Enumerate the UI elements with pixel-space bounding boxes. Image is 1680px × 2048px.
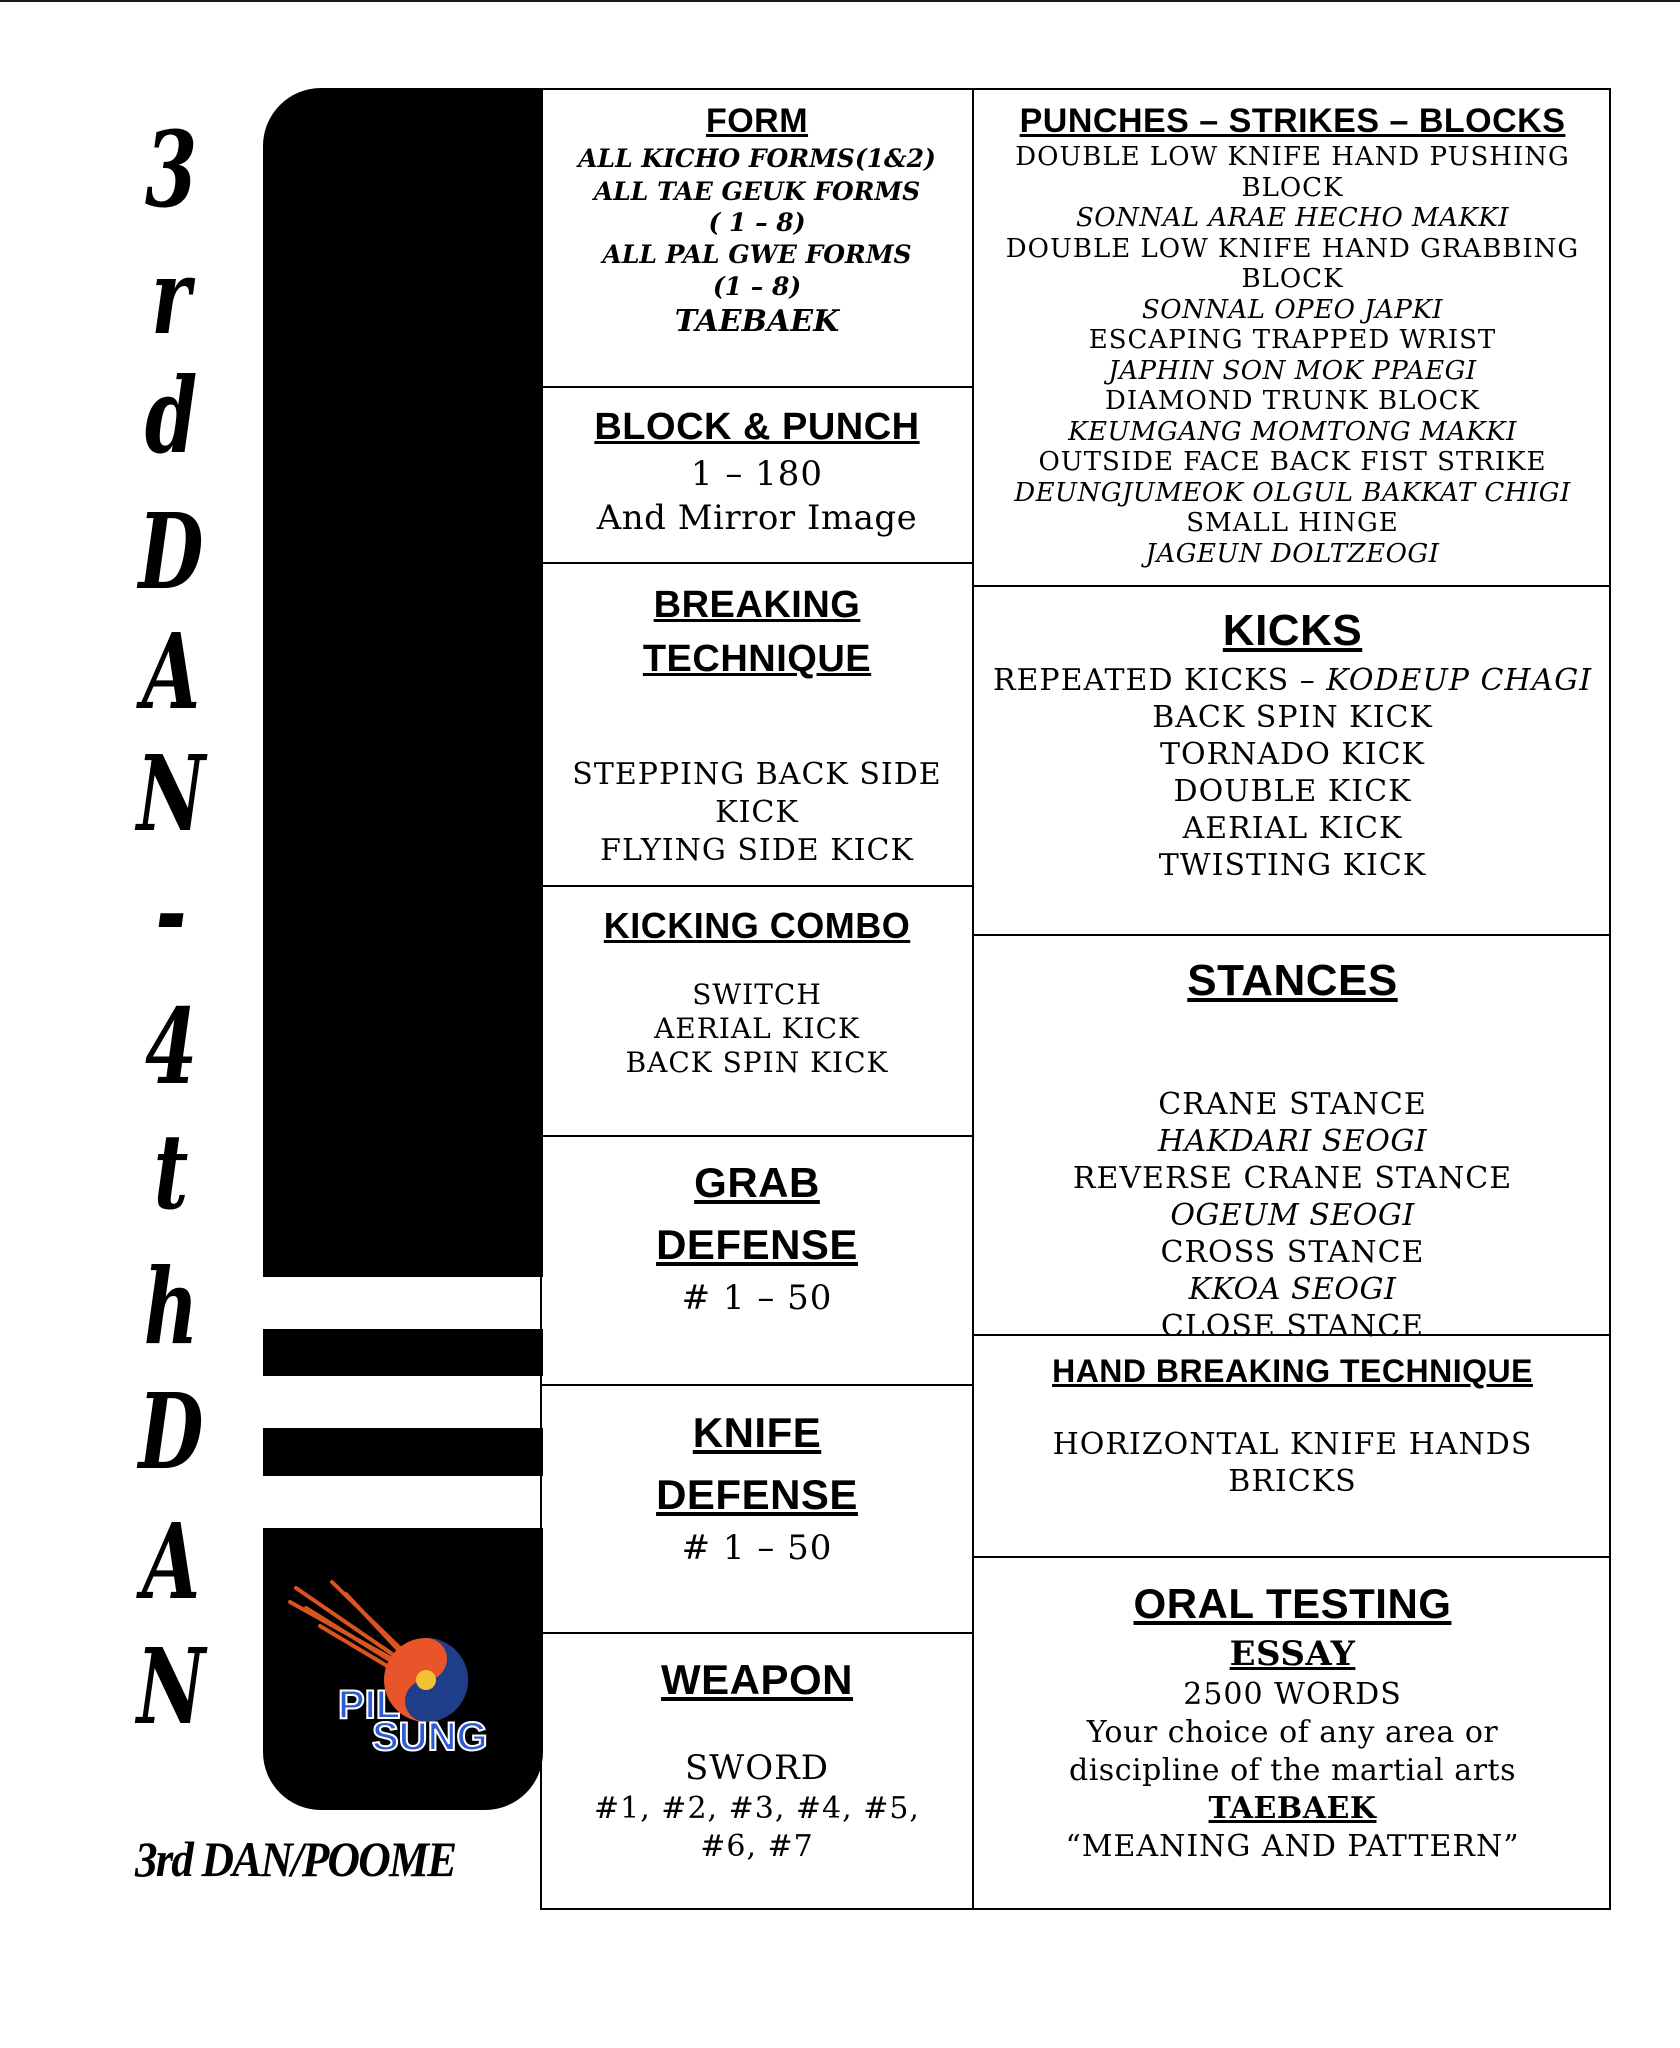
row-divider [540,1632,973,1634]
stances-line: CRANE STANCE [1158,1087,1427,1122]
row-divider [972,1556,1611,1558]
grab-defense-heading: DEFENSE [656,1221,858,1268]
knife-defense-section [542,1402,972,1570]
row-divider [540,386,973,388]
form-line: ALL PAL GWE FORMS [602,240,912,269]
oral-line: “MEANING AND PATTERN” [1065,1829,1520,1864]
form-line: ( 1 – 8) [708,208,806,237]
kicks-line: TWISTING KICK [1158,848,1427,883]
punches-line: DOUBLE LOW KNIFE HAND PUSHING [1015,142,1570,172]
block-punch-heading: BLOCK & PUNCH [594,406,920,448]
title-letter: h [143,1245,199,1368]
knife-defense-heading: DEFENSE [656,1471,858,1518]
breaking-section [542,578,972,870]
title-letter: d [144,354,198,477]
row-divider [540,562,973,564]
kicks-line: AERIAL KICK [1182,811,1403,846]
hand-breaking-section [974,1350,1611,1500]
stances-line: KKOA SEOGI [1188,1272,1397,1307]
logo-text-sung: SUNG [372,1715,488,1759]
grab-defense-section [542,1152,972,1320]
punches-line: BLOCK [1241,264,1344,294]
punches-list [974,142,1611,569]
belt-stripe [263,1376,543,1428]
form-section [542,100,972,342]
punches-line: KEUMGANG MOMTONG MAKKI [1068,416,1517,447]
breaking-line: FLYING SIDE KICK [600,833,914,868]
block-punch-line: 1 – 180 [690,454,824,494]
punches-line: JAGEUN DOLTZEOGI [1145,538,1440,569]
title-letter: - [155,850,187,973]
row-divider [972,585,1611,587]
punches-line: SMALL HINGE [1186,508,1399,538]
essay-subheading: ESSAY [1229,1634,1356,1674]
kicking-combo-line: AERIAL KICK [654,1012,860,1045]
title-letter: N [136,732,206,855]
belt-stripe [263,1277,543,1329]
kicking-combo-section [542,902,972,1080]
punches-heading: PUNCHES – STRIKES – BLOCKS [1019,102,1566,140]
hand-breaking-line: BRICKS [1228,1464,1357,1499]
kicks-line: TORNADO KICK [1160,737,1425,772]
kicks-heading: KICKS [1222,606,1363,655]
punches-line: JAPHIN SON MOK PPAEGI [1108,355,1477,386]
punches-line: DIAMOND TRUNK BLOCK [1105,386,1480,416]
knife-defense-heading: KNIFE [692,1409,822,1456]
title-letter: r [151,235,191,358]
footer-label: 3rd DAN/POOME [135,1831,456,1887]
black-belt-graphic [263,88,543,1810]
stances-line: REVERSE CRANE STANCE [1072,1161,1513,1196]
title-letter: N [136,1625,206,1748]
grab-defense-heading: GRAB [694,1159,820,1206]
breaking-heading: BREAKING [653,584,861,626]
form-line: (1 – 8) [712,272,802,301]
stances-list [974,1086,1611,1345]
title-letter: A [141,610,201,733]
hand-breaking-heading: HAND BREAKING TECHNIQUE [1052,1353,1533,1389]
row-divider [972,934,1611,936]
weapon-line: #1, #2, #3, #4, #5, [594,1791,920,1826]
form-line: ALL TAE GEUK FORMS [593,177,921,206]
block-punch-line: And Mirror Image [596,498,918,538]
punches-line: SONNAL OPEO JAPKI [1141,294,1444,325]
top-rule [0,0,1680,2]
weapon-line: SWORD [685,1748,829,1788]
knife-defense-line: # 1 – 50 [681,1528,833,1568]
oral-line: discipline of the martial arts [1069,1753,1516,1788]
kicks-line [974,662,1611,699]
hand-breaking-line: HORIZONTAL KNIFE HANDS [1052,1427,1533,1462]
taebaek-subheading: TAEBAEK [1208,1791,1377,1826]
logo-text-pil: PIL [338,1683,401,1727]
oral-testing-section [974,1576,1611,1866]
kicks-section [974,600,1611,884]
stances-line: HAKDARI SEOGI [1157,1124,1428,1159]
punches-line: BLOCK [1241,172,1344,203]
belt-stripe [263,1476,543,1528]
stances-line: CLOSE STANCE [1160,1309,1425,1344]
breaking-line: STEPPING BACK SIDE [572,757,942,792]
form-heading: FORM [705,102,809,140]
kicks-line-korean: KODEUP CHAGI [1326,663,1593,698]
stances-line: OGEUM SEOGI [1170,1198,1415,1233]
weapon-heading: WEAPON [661,1656,853,1703]
stances-line: CROSS STANCE [1160,1235,1425,1270]
oral-line: 2500 WORDS [1183,1677,1402,1712]
breaking-heading: TECHNIQUE [642,638,872,680]
punches-line: DOUBLE LOW KNIFE HAND GRABBING [1005,233,1580,264]
punches-line: SONNAL ARAE HECHO MAKKI [1075,203,1510,233]
punches-strikes-blocks-section [974,100,1611,569]
kicking-combo-line: SWITCH [692,978,822,1011]
kicks-line: DOUBLE KICK [1173,774,1412,809]
form-line: TAEBAEK [674,304,840,339]
weapon-line: #6, #7 [700,1829,814,1864]
kicking-combo-line: BACK SPIN KICK [625,1046,889,1079]
punches-line: ESCAPING TRAPPED WRIST [1088,325,1497,355]
title-letter: t [153,1110,189,1233]
stances-heading: STANCES [1187,956,1398,1005]
row-divider [540,1135,973,1137]
kicking-combo-heading: KICKING COMBO [603,905,911,946]
title-letter: 3 [144,108,198,231]
title-letter: D [138,1370,204,1493]
kicks-line-plain: REPEATED KICKS – [992,663,1327,698]
title-letter: A [141,1500,201,1623]
row-divider [540,1384,973,1386]
kicks-line: BACK SPIN KICK [1152,700,1433,735]
weapon-section [542,1652,972,1866]
form-line: ALL KICHO FORMS(1&2) [578,144,936,173]
oral-testing-heading: ORAL TESTING [1133,1580,1452,1627]
punches-line: DEUNGJUMEOK OLGUL BAKKAT CHIGI [1014,477,1571,508]
grab-defense-line: # 1 – 50 [681,1278,833,1318]
oral-line: Your choice of any area or [1086,1715,1499,1750]
title-letter: D [138,490,204,613]
breaking-line: KICK [715,795,799,830]
stances-section [974,950,1611,1345]
title-letter: 4 [144,985,198,1108]
pil-sung-logo [286,1580,526,1760]
punches-line: OUTSIDE FACE BACK FIST STRIKE [1038,447,1547,477]
row-divider [540,885,973,887]
block-punch-section [542,402,972,540]
